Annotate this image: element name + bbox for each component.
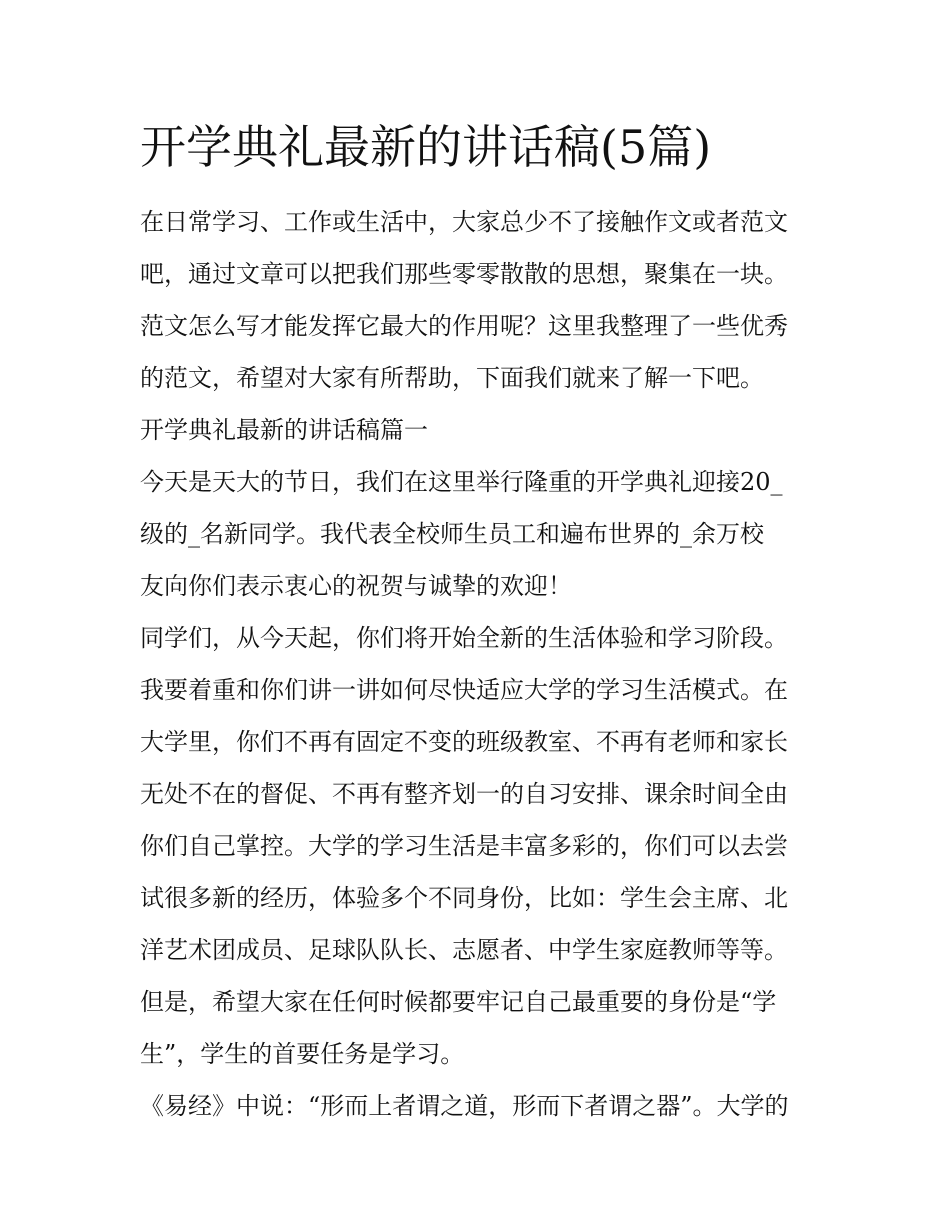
section-heading: 开学典礼最新的讲话稿篇一 — [140, 416, 428, 444]
body-line: 《易经》中说：“形而上者谓之道，形而下者谓之器”。大学的 — [140, 1092, 789, 1120]
body-line: 在日常学习、工作或生活中，大家总少不了接触作文或者范文 — [140, 208, 788, 236]
body-line: 但是，希望大家在任何时候都要牢记自己最重要的身份是“学 — [140, 988, 777, 1016]
body-line: 同学们，从今天起，你们将开始全新的生活体验和学习阶段。 — [140, 624, 788, 652]
document-body — [140, 196, 820, 1132]
body-line: 生”，学生的首要任务是学习。 — [140, 1040, 465, 1068]
body-line: 级的_名新同学。我代表全校师生员工和遍布世界的_余万校 — [140, 520, 764, 548]
body-line: 无处不在的督促、不再有整齐划一的自习安排、课余时间全由 — [140, 780, 788, 808]
body-line: 的范文，希望对大家有所帮助，下面我们就来了解一下吧。 — [140, 364, 764, 392]
body-line: 洋艺术团成员、足球队队长、志愿者、中学生家庭教师等等。 — [140, 936, 788, 964]
body-line: 试很多新的经历，体验多个不同身份，比如：学生会主席、北 — [140, 884, 788, 912]
body-line: 大学里，你们不再有固定不变的班级教室、不再有老师和家长 — [140, 728, 788, 756]
document-title: 开学典礼最新的讲话稿(5篇) — [140, 120, 712, 174]
body-line: 今天是天大的节日，我们在这里举行隆重的开学典礼迎接20_ — [140, 468, 783, 496]
body-line: 范文怎么写才能发挥它最大的作用呢？这里我整理了一些优秀 — [140, 312, 788, 340]
body-line: 你们自己掌控。大学的学习生活是丰富多彩的，你们可以去尝 — [140, 832, 788, 860]
body-line: 吧，通过文章可以把我们那些零零散散的思想，聚集在一块。 — [140, 260, 788, 288]
body-line: 友向你们表示衷心的祝贺与诚挚的欢迎！ — [140, 572, 572, 600]
body-line: 我要着重和你们讲一讲如何尽快适应大学的学习生活模式。在 — [140, 676, 788, 704]
